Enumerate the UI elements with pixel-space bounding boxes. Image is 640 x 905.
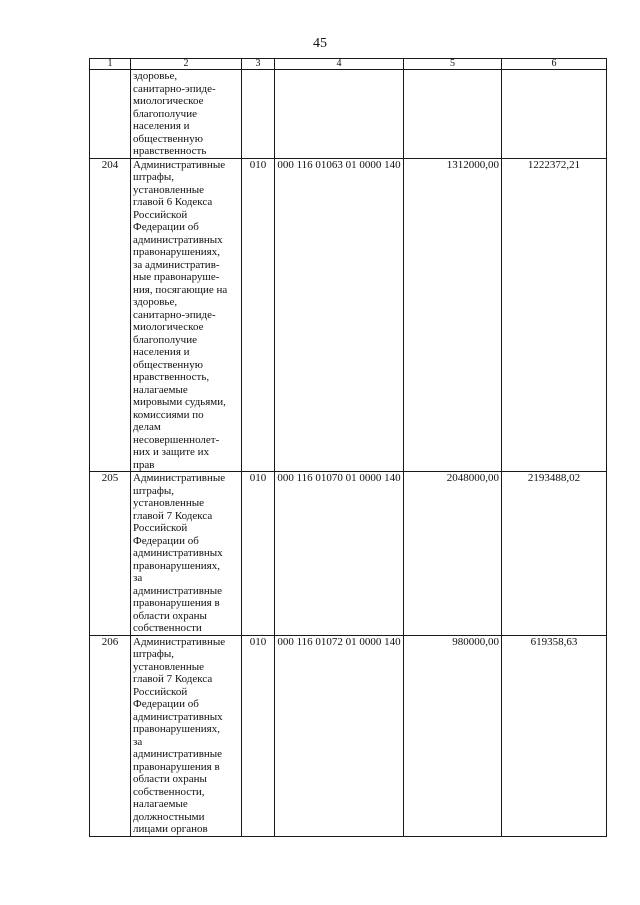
description-line: за xyxy=(133,735,143,748)
description-line: санитарно-эпиде- xyxy=(133,308,216,321)
description-line: главой 7 Кодекса xyxy=(133,673,213,685)
table-row xyxy=(90,635,607,836)
budget-classification-code-cell xyxy=(275,70,404,159)
description-line: несовершеннолет- xyxy=(133,433,220,446)
actual-amount-cell xyxy=(502,70,607,159)
description-line: мировыми судьями, xyxy=(133,396,226,408)
description-line: населения и xyxy=(133,120,190,132)
description-line: должностными xyxy=(133,810,205,823)
planned-amount-cell: 1312000,00 xyxy=(404,158,502,472)
description-line: ные правонаруше- xyxy=(133,271,220,283)
description-line: главой 7 Кодекса xyxy=(133,509,213,522)
admin-code-cell: 010 xyxy=(242,158,275,472)
description-line: нравственность, xyxy=(133,371,210,383)
header-cell-6: 6 xyxy=(502,59,607,70)
description-line: административные xyxy=(133,584,223,597)
actual-amount-cell: 619358,63 xyxy=(502,635,607,836)
table-row xyxy=(90,70,607,159)
description-line: правонарушения в xyxy=(133,597,220,609)
description-line: главой 6 Кодекса xyxy=(133,196,213,208)
description-line: миологическое xyxy=(133,321,204,333)
description-line: общественную xyxy=(133,132,203,145)
header-cell-4: 4 xyxy=(275,59,404,70)
header-cell-5: 5 xyxy=(404,59,502,70)
description-line: благополучие xyxy=(133,333,197,346)
description-line: лицами органов xyxy=(133,823,208,835)
description-line: собственности xyxy=(133,622,202,634)
description-line: налагаемые xyxy=(133,383,188,396)
description-line: Федерации об xyxy=(133,698,199,710)
description-line: области охраны xyxy=(133,609,207,622)
description-line: нравственность xyxy=(133,145,207,157)
description-line: ния, посягающие на xyxy=(133,283,228,296)
description-line: области охраны xyxy=(133,773,207,785)
admin-code-cell: 010 xyxy=(242,635,275,836)
description-line: Российской xyxy=(133,208,188,221)
description-line: правонарушениях, xyxy=(133,246,220,258)
description-line: штрафы, xyxy=(133,484,175,497)
description-line: Федерации об xyxy=(133,221,199,233)
description-line: санитарно-эпиде- xyxy=(133,82,216,95)
row-number-cell: 205 xyxy=(90,472,131,636)
description-line: собственности, xyxy=(133,785,205,798)
description-line: административных xyxy=(133,710,223,723)
description-line: административных xyxy=(133,233,223,246)
budget-classification-code-cell: 000 116 01072 01 0000 140 xyxy=(275,635,404,836)
admin-code-cell xyxy=(242,70,275,159)
row-number-cell: 206 xyxy=(90,635,131,836)
description-line: благополучие xyxy=(133,107,197,120)
description-line: них и защите их xyxy=(133,446,210,458)
description-line: миологическое xyxy=(133,95,204,107)
header-cell-1: 1 xyxy=(90,59,131,70)
description-cell xyxy=(131,70,242,159)
description-line: Российской xyxy=(133,522,188,534)
description-line: установленные xyxy=(133,660,205,673)
description-line: Административные xyxy=(133,635,226,648)
description-line: Российской xyxy=(133,685,188,698)
description-line: комиссиями по xyxy=(133,408,204,421)
description-cell xyxy=(131,635,242,836)
budget-classification-code-cell: 000 116 01063 01 0000 140 xyxy=(275,158,404,472)
description-line: правонарушения в xyxy=(133,760,220,773)
row-number-cell xyxy=(90,70,131,159)
description-line: делам xyxy=(133,421,161,433)
description-line: здоровье, xyxy=(133,296,178,308)
description-line: правонарушениях, xyxy=(133,723,220,735)
description-line: штрафы, xyxy=(133,648,175,660)
description-line: здоровье, xyxy=(133,70,178,82)
description-line: установленные xyxy=(133,497,205,509)
planned-amount-cell xyxy=(404,70,502,159)
planned-amount-cell: 980000,00 xyxy=(404,635,502,836)
description-line: общественную xyxy=(133,358,203,371)
description-line: Административные xyxy=(133,158,226,171)
description-line: правонарушениях, xyxy=(133,559,220,572)
revenue-table xyxy=(89,58,607,837)
description-line: установленные xyxy=(133,183,205,196)
actual-amount-cell: 2193488,02 xyxy=(502,472,607,636)
description-line: административные xyxy=(133,748,223,760)
table-body xyxy=(90,59,607,837)
description-cell xyxy=(131,472,242,636)
budget-classification-code-cell: 000 116 01070 01 0000 140 xyxy=(275,472,404,636)
description-line: штрафы, xyxy=(133,171,175,183)
description-line: прав xyxy=(133,458,155,471)
description-line: Административные xyxy=(133,472,226,484)
description-line: за xyxy=(133,572,143,584)
table-row xyxy=(90,158,607,472)
description-line: Федерации об xyxy=(133,534,199,547)
header-cell-3: 3 xyxy=(242,59,275,70)
header-row xyxy=(90,59,607,70)
description-line: за административ- xyxy=(133,258,220,271)
description-line: административных xyxy=(133,547,223,559)
description-line: населения и xyxy=(133,346,190,358)
page-number: 45 xyxy=(313,36,327,51)
table-row xyxy=(90,472,607,636)
description-cell xyxy=(131,158,242,472)
description-line: налагаемые xyxy=(133,798,188,810)
header-cell-2: 2 xyxy=(131,59,242,70)
planned-amount-cell: 2048000,00 xyxy=(404,472,502,636)
admin-code-cell: 010 xyxy=(242,472,275,636)
actual-amount-cell: 1222372,21 xyxy=(502,158,607,472)
row-number-cell: 204 xyxy=(90,158,131,472)
